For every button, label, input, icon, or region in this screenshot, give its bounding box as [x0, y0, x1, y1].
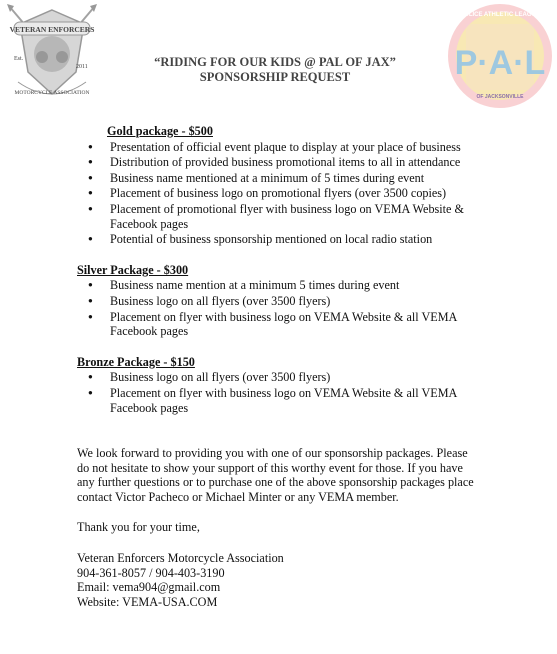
gold-package-title: Gold package - $500 [107, 124, 213, 138]
vema-logo [4, 2, 100, 102]
list-item: ● Potential of business sponsorship mentioned on local radio station [110, 232, 477, 247]
pal-logo-letters: P·A·L [454, 44, 546, 82]
pal-logo-bottom-text: OF JACKSONVILLE [476, 94, 524, 100]
list-item: ● Business name mentioned at a minimum of 5 times during event [110, 171, 477, 186]
title-line-2: SPONSORSHIP REQUEST [199, 70, 351, 84]
phone-numbers: 904-361-8057 / 904-403-3190 [77, 565, 225, 580]
list-item: ● Business logo on all flyers (over 3500 flyers) [110, 370, 477, 385]
closing-paragraph: We look forward to providing you with one of our sponsorship packages. Please do not hesitate to show your support of this worthy event for those. If you have any further questions or to purchase one of the above sponsorship packages place contact Victor Pacheco or Michael Minter or any VEMA member. [77, 446, 474, 504]
organization-name: Veteran Enforcers Motorcycle Association [77, 551, 284, 566]
pal-logo-top-text: POLICE ATHLETIC LEAGUE [460, 12, 540, 18]
thanks-line: Thank you for your time, [77, 520, 200, 535]
document-body [77, 124, 477, 609]
list-item: ● Placement on flyer with business logo on VEMA Website & all VEMA Facebook pages [110, 386, 477, 415]
closing-section [77, 446, 477, 609]
document-title [140, 55, 410, 85]
list-item: ● Placement of business logo on promotional flyers (over 3500 copies) [110, 186, 477, 201]
email-address: Email: vema904@gmail.com [77, 580, 221, 595]
list-item: ● Business name mention at a minimum 5 times during event [110, 278, 477, 293]
title-line-1: “RIDING FOR OUR KIDS @ PAL OF JAX” [154, 55, 396, 69]
bronze-package-title: Bronze Package - $150 [77, 354, 195, 369]
vema-logo-year: 2011 [76, 64, 88, 70]
vema-logo-est: Est. [14, 56, 24, 62]
list-item: ● Distribution of provided business promotional items to all in attendance [110, 155, 477, 170]
gold-package-list [77, 140, 477, 247]
vema-logo-top-text: VETERAN ENFORCERS [9, 25, 95, 34]
silver-package-title: Silver Package - $300 [77, 262, 189, 277]
silver-package-list [77, 278, 477, 338]
bronze-package-list [77, 370, 477, 415]
list-item: ● Placement on flyer with business logo on VEMA Website & all VEMA Facebook pages [110, 310, 477, 339]
list-item: ● Placement of promotional flyer with business logo on VEMA Website & Facebook pages [110, 202, 477, 231]
list-item: ● Presentation of official event plaque to display at your place of business [110, 140, 477, 155]
pal-logo [446, 2, 554, 110]
vema-logo-bottom-text: MOTORCYCLE ASSOCIATION [14, 90, 90, 96]
website-address: Website: VEMA-USA.COM [77, 594, 218, 609]
list-item: ● Business logo on all flyers (over 3500 flyers) [110, 294, 477, 309]
